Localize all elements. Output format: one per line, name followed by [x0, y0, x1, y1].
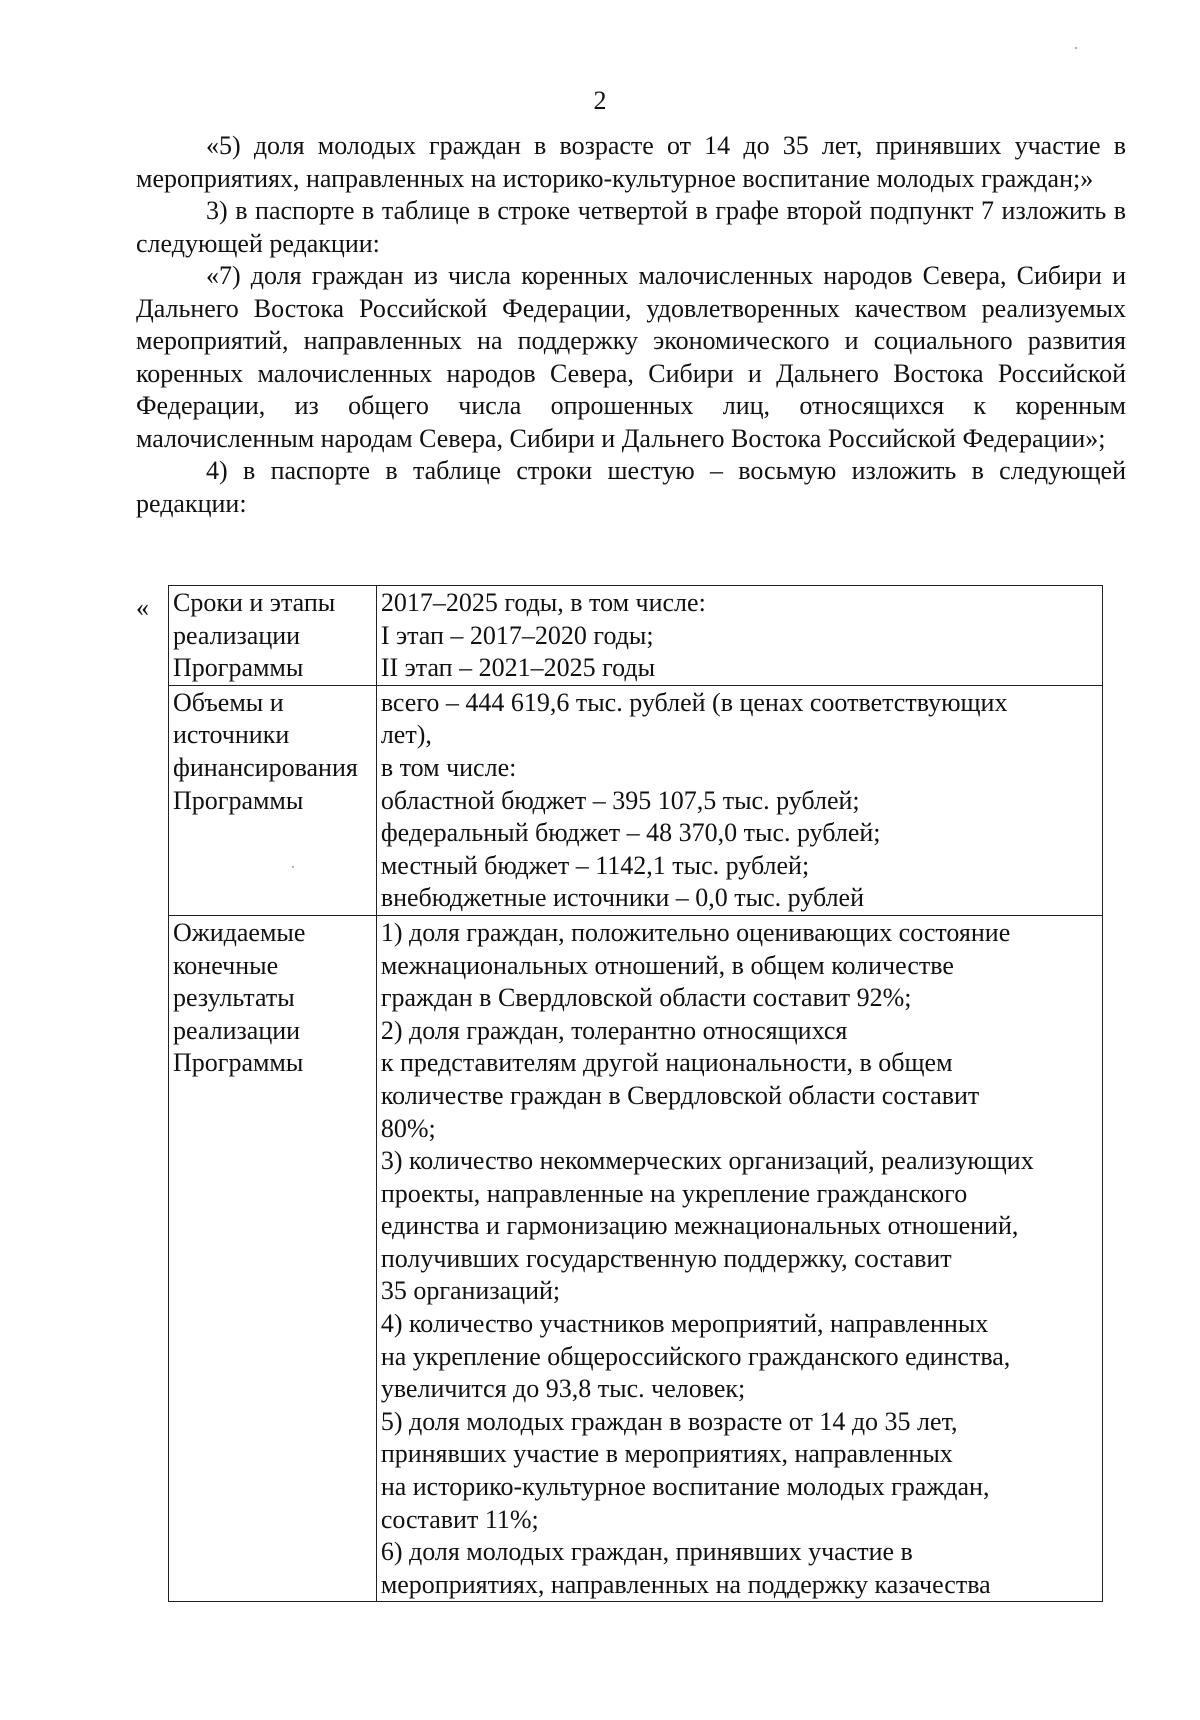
passport-table [168, 585, 1103, 1602]
row-value-line: всего – 444 619,6 тыс. рублей (в ценах соответствующих [380, 687, 1008, 717]
row-value-line: к представителям другой национальности, в общем [380, 1048, 953, 1078]
row-label-line: Объемы и [173, 687, 284, 717]
row-value-line: 3) количество некоммерческих организаций, реализующих [380, 1146, 1034, 1176]
scan-speck [292, 866, 294, 868]
row-value-line: принявших участие в мероприятиях, направленных [380, 1439, 953, 1469]
row-value-line: внебюджетные источники – 0,0 тыс. рублей [380, 883, 864, 913]
row-label-line: финансирования [173, 752, 358, 782]
row-value-line: II этап – 2021–2025 годы [380, 653, 656, 683]
row-label-line: реализации [173, 620, 301, 650]
row-label-line: Программы [173, 785, 304, 815]
row-value-cell [376, 586, 1102, 686]
row-value-line: единства и гармонизацию межнациональных отношений, [380, 1211, 1019, 1241]
table-row [169, 915, 1103, 1601]
row-label-line: Сроки и этапы [173, 588, 336, 617]
row-label-line: Программы [173, 653, 304, 683]
row-value-line: 80%; [380, 1113, 436, 1143]
row-value-line: 6) доля молодых граждан, принявших участие в [380, 1537, 913, 1567]
paragraph-instruction-3: 3) в паспорте в таблице в строке четвертой в графе второй подпункт 7 изложить в следующей редакции: [136, 196, 1126, 258]
table-row [169, 685, 1103, 915]
row-value-line: в том числе: [380, 752, 517, 782]
row-label-line: результаты [173, 983, 295, 1013]
row-value-line: составит 11%; [380, 1504, 539, 1534]
row-value-line: 1) доля граждан, положительно оценивающих состояние [380, 917, 1011, 947]
row-value-line: увеличится до 93,8 тыс. человек; [380, 1374, 746, 1404]
row-value-line: 4) количество участников мероприятий, направленных [380, 1309, 989, 1339]
row-label-line: реализации [173, 1015, 301, 1045]
row-value-line: мероприятиях, направленных на поддержку казачества [380, 1569, 991, 1599]
row-label-cell [169, 915, 377, 1601]
row-value-line: межнациональных отношений, в общем количестве [380, 950, 954, 980]
row-label-cell [169, 685, 377, 915]
row-value-line: проекты, направленные на укрепление гражданского [380, 1178, 968, 1208]
row-value-line: федеральный бюджет – 48 370,0 тыс. рублей; [380, 818, 881, 848]
paragraph-instruction-4: 4) в паспорте в таблице строки шестую – восьмую изложить в следующей редакции: [136, 456, 1126, 518]
row-value-line: количестве граждан в Свердловской области составит [380, 1080, 980, 1110]
row-label-line: источники [173, 720, 290, 750]
row-value-line: местный бюджет – 1142,1 тыс. рублей; [380, 850, 810, 880]
row-label-line: Ожидаемые [173, 917, 306, 947]
row-value-line: 2017–2025 годы, в том числе: [380, 588, 706, 617]
document-body [136, 130, 1126, 520]
paragraph-amendment-item-5: «5) доля молодых граждан в возрасте от 14 до 35 лет, принявших участие в мероприятиях, направленных на историко-культурное воспитание молодых граждан;» [136, 131, 1126, 193]
row-value-line: лет), [380, 720, 432, 750]
row-label-line: Программы [173, 1048, 304, 1078]
row-value-line: получивших государственную поддержку, составит [380, 1243, 952, 1273]
row-value-line: на укрепление общероссийского гражданского единства, [380, 1341, 1011, 1371]
row-label-cell [169, 586, 377, 686]
row-value-cell [376, 685, 1102, 915]
row-value-line: 35 организаций; [380, 1276, 561, 1306]
row-value-line: областной бюджет – 395 107,5 тыс. рублей; [380, 785, 860, 815]
row-value-line: I этап – 2017–2020 годы; [380, 620, 654, 650]
table-row [169, 586, 1103, 686]
row-value-line: 5) доля молодых граждан в возрасте от 14 до 35 лет, [380, 1406, 958, 1436]
paragraph-amendment-item-7: «7) доля граждан из числа коренных малочисленных народов Севера, Сибири и Дальнего Востока Российской Федерации, удовлетворенных качеством реализуемых мероприятий, направленных на поддержку экономического и социального развития коренных малочисленных народов Севера, Сибири и Дальнего Востока Российской Федерации, из общего числа опрошенных лиц, относящихся к коренным малочисленным народам Севера, Сибири и Дальнего Востока Российской Федерации»; [136, 261, 1126, 453]
row-value-line: на историко-культурное воспитание молодых граждан, [380, 1472, 990, 1502]
table-open-quote: « [136, 593, 149, 622]
row-value-line: граждан в Свердловской области составит 92%; [380, 983, 912, 1013]
row-value-cell [376, 915, 1102, 1601]
row-value-line: 2) доля граждан, толерантно относящихся [380, 1015, 848, 1045]
scan-speck [1075, 47, 1077, 49]
page-number: 2 [593, 86, 607, 115]
row-label-line: конечные [173, 950, 279, 980]
